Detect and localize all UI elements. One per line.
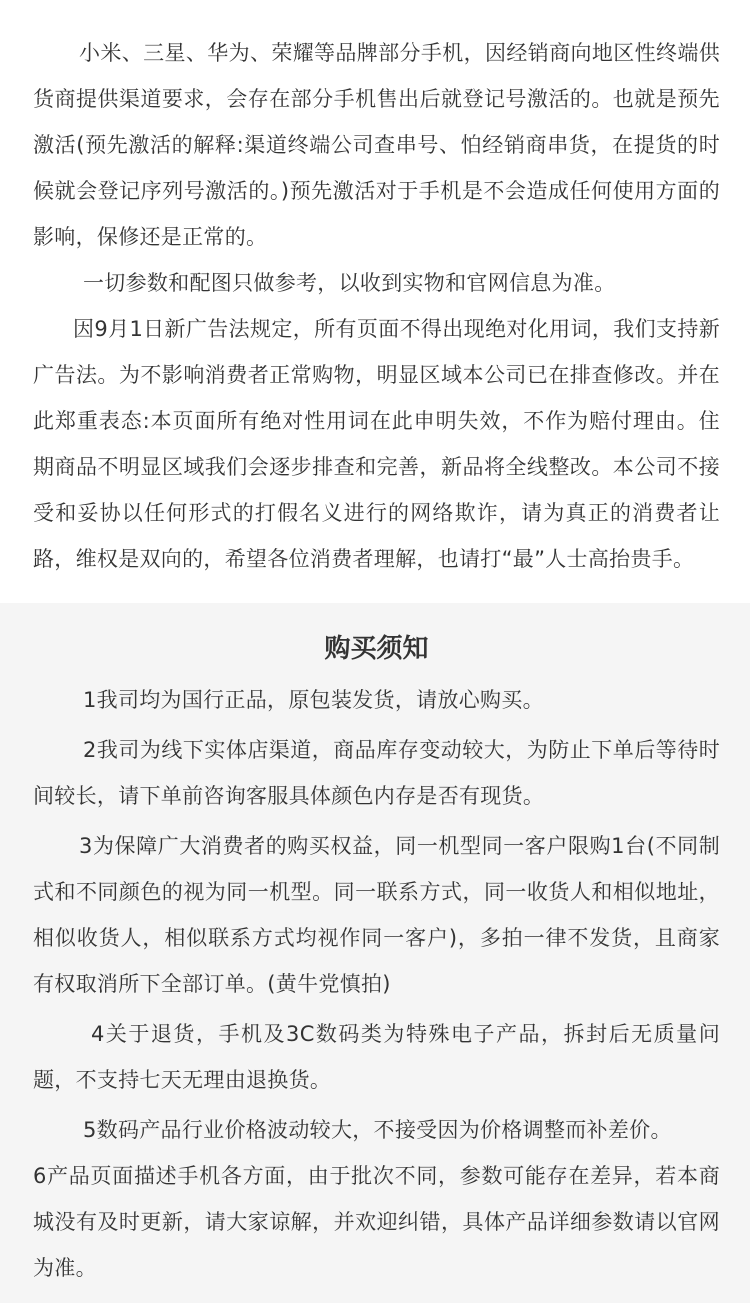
notice-section [0, 0, 750, 603]
purchase-item-6: 6产品页面描述手机各方面，由于批次不同，参数可能存在差异，若本商城没有及时更新，请大家谅解，并欢迎纠错，具体产品详细参数请以官网为准。 [33, 1164, 720, 1280]
notice-paragraph-activation: 小米、三星、华为、荣耀等品牌部分手机，因经销商向地区性终端供货商提供渠道要求，会存在部分手机售出后就登记号激活的。也就是预先激活(预先激活的解释:渠道终端公司查串号、怕经销商串货，在提货的时候就会登记序列号激活的。)预先激活对于手机是不会造成任何使用方面的影响，保修还是正常的。 [33, 41, 720, 249]
purchase-item-4: 4关于退货，手机及3C数码类为特殊电子产品，拆封后无质量问题，不支持七天无理由退换货。 [33, 1022, 720, 1092]
purchase-item-5: 5数码产品行业价格波动较大，不接受因为价格调整而补差价。 [83, 1118, 672, 1142]
purchase-item-3: 3为保障广大消费者的购买权益，同一机型同一客户限购1台(不同制式和不同颜色的视为同一机型。同一联系方式，同一收货人和相似地址，相似收货人，相似联系方式均视作同一客户)，多拍一律不发货，且商家有权取消所下全部订单。(黄牛党慎拍) [33, 834, 720, 996]
purchase-item-1: 1我司均为国行正品，原包装发货，请放心购买。 [83, 688, 544, 712]
notice-paragraph-reference: 一切参数和配图只做参考，以收到实物和官网信息为准。 [83, 271, 616, 295]
notice-paragraph-ad-law: 因9月1日新广告法规定，所有页面不得出现绝对化用词，我们支持新广告法。为不影响消费者正常购物，明显区域本公司已在排查修改。并在此郑重表态:本页面所有绝对性用词在此申明失效，不作为赔付理由。住期商品不明显区域我们会逐步排查和完善，新品将全线整改。本公司不接受和妥协以任何形式的打假名义进行的网络欺诈，请为真正的消费者让路，维权是双向的，希望各位消费者理解，也请打“最”人士高抬贵手。 [33, 317, 720, 571]
purchase-notice-section [0, 603, 750, 1303]
purchase-notice-title: 购买须知 [324, 634, 429, 664]
purchase-item-2: 2我司为线下实体店渠道，商品库存变动较大，为防止下单后等待时间较长，请下单前咨询客服具体颜色内存是否有现货。 [33, 738, 720, 808]
